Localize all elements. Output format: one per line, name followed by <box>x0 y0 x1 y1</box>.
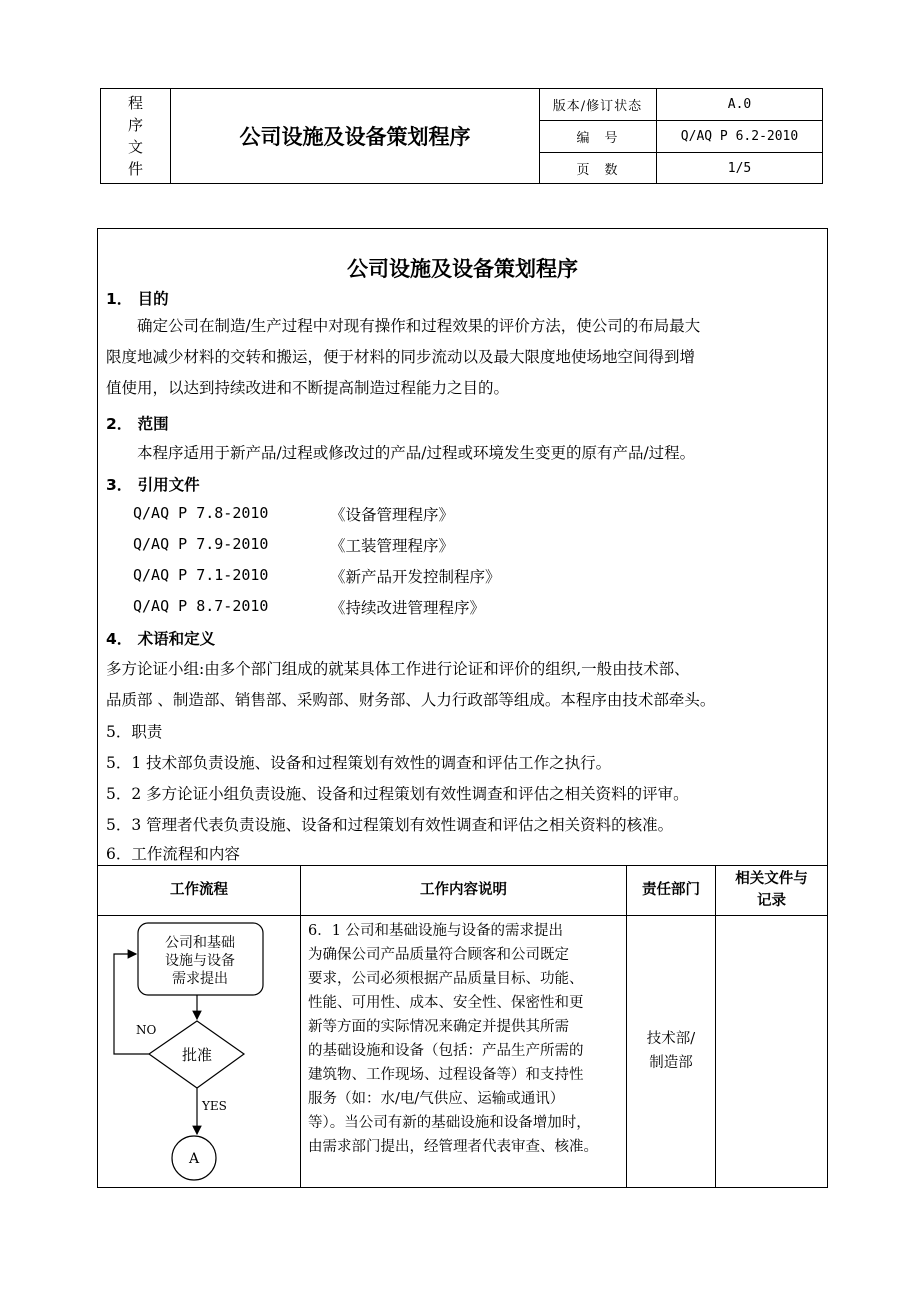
content-line: 服务（如：水/电/气供应、运输或通讯） <box>308 1091 565 1107</box>
col-header-flow: 工作流程 <box>170 882 228 898</box>
content-line: 性能、可用性、成本、安全性、保密性和更 <box>308 995 584 1011</box>
start-box-line: 公司和基础 <box>165 935 235 951</box>
ref-code: Q/AQ P 8.7-2010 <box>133 597 269 615</box>
content-line: 为确保公司产品质量符合顾客和公司既定 <box>308 947 569 963</box>
records-header-line: 相关文件与 <box>735 871 808 887</box>
doc-number-label: 编 号 <box>576 131 619 146</box>
content-line: 的基础设施和设备（包括：产品生产所需的 <box>308 1043 584 1059</box>
ref-code: Q/AQ P 7.9-2010 <box>133 535 269 553</box>
version-label: 版本/修订状态 <box>552 99 643 114</box>
responsible-dept <box>626 917 716 1185</box>
text-line: 品质部 、制造部、销售部、采购部、财务部、人力行政部等组成。本程序由技术部牵头。 <box>106 691 716 709</box>
yes-label: YES <box>202 1099 227 1113</box>
dept-line: 技术部/ <box>646 1031 696 1047</box>
col-header-records <box>716 865 827 915</box>
workflow-table <box>98 865 827 1187</box>
flowchart <box>98 916 300 1186</box>
ref-name: 《设备管理程序》 <box>330 506 455 524</box>
duty-item: 5．3 管理者代表负责设施、设备和过程策划有效性调查和评估之相关资料的核准。 <box>106 816 674 834</box>
connector-label: A <box>188 1151 200 1167</box>
content-line: 6．1 公司和基础设施与设备的需求提出 <box>308 923 564 939</box>
doc-type-label <box>101 89 170 183</box>
doc-number-value: Q/AQ P 6.2-2010 <box>680 129 799 144</box>
section-scope-heading: 2． 范围 <box>106 415 169 433</box>
doc-type-char: 程 <box>127 94 143 112</box>
doc-type-char: 序 <box>127 116 143 134</box>
section-terms-text <box>106 654 820 716</box>
text-line: 多方论证小组:由多个部门组成的就某具体工作进行论证和评价的组织,一般由技术部、 <box>106 660 690 678</box>
start-box-line: 设施与设备 <box>165 953 235 969</box>
ref-name: 《新产品开发控制程序》 <box>330 568 501 586</box>
section-references-heading: 3． 引用文件 <box>106 476 200 494</box>
header-title: 公司设施及设备策划程序 <box>239 125 471 149</box>
section-scope-text: 本程序适用于新产品/过程或修改过的产品/过程或环境发生变更的原有产品/过程。 <box>137 444 696 462</box>
page-count-value: 1/5 <box>727 161 752 176</box>
content-line: 新等方面的实际情况来确定并提供其所需 <box>308 1019 569 1035</box>
content-line: 要求，公司必须根据产品质量目标、功能、 <box>308 971 584 987</box>
work-content-description <box>308 919 626 1159</box>
ref-name: 《持续改进管理程序》 <box>330 599 486 617</box>
col-header-content: 工作内容说明 <box>420 882 507 898</box>
records-header-line: 记录 <box>757 893 786 909</box>
procedure-body <box>97 228 828 1188</box>
duty-item: 5．1 技术部负责设施、设备和过程策划有效性的调查和评估工作之执行。 <box>106 754 612 772</box>
header-table <box>100 88 823 184</box>
section-purpose-heading: 1． 目的 <box>106 290 169 308</box>
doc-type-char: 文 <box>127 138 143 156</box>
dept-line: 制造部 <box>649 1055 693 1071</box>
page-count-label: 页 数 <box>576 163 619 178</box>
content-line: 等）。当公司有新的基础设施和设备增加时， <box>308 1115 591 1131</box>
version-value: A.0 <box>727 97 752 112</box>
col-header-dept: 责任部门 <box>642 882 700 898</box>
procedure-title: 公司设施及设备策划程序 <box>347 257 578 281</box>
section-workflow-heading: 6．工作流程和内容 <box>106 845 240 863</box>
decision-label: 批准 <box>181 1046 213 1064</box>
text-line: 确定公司在制造/生产过程中对现有操作和过程效果的评价方法，使公司的布局最大 <box>137 317 701 335</box>
section-duties-heading: 5．职责 <box>106 723 163 741</box>
ref-code: Q/AQ P 7.1-2010 <box>133 566 269 584</box>
section-terms-heading: 4． 术语和定义 <box>106 630 216 648</box>
no-label: NO <box>136 1023 157 1037</box>
start-box-line: 需求提出 <box>172 971 228 987</box>
text-line: 值使用，以达到持续改进和不断提高制造过程能力之目的。 <box>106 379 510 397</box>
text-line: 限度地减少材料的交转和搬运，便于材料的同步流动以及最大限度地使场地空间得到增 <box>106 348 696 366</box>
ref-name: 《工装管理程序》 <box>330 537 455 555</box>
doc-type-char: 件 <box>127 160 143 178</box>
content-line: 由需求部门提出，经管理者代表审查、核准。 <box>308 1139 598 1155</box>
ref-code: Q/AQ P 7.8-2010 <box>133 504 269 522</box>
duty-item: 5．2 多方论证小组负责设施、设备和过程策划有效性调查和评估之相关资料的评审。 <box>106 785 689 803</box>
content-line: 建筑物、工作现场、过程设备等）和支持性 <box>308 1067 584 1083</box>
section-purpose-text <box>106 311 820 404</box>
